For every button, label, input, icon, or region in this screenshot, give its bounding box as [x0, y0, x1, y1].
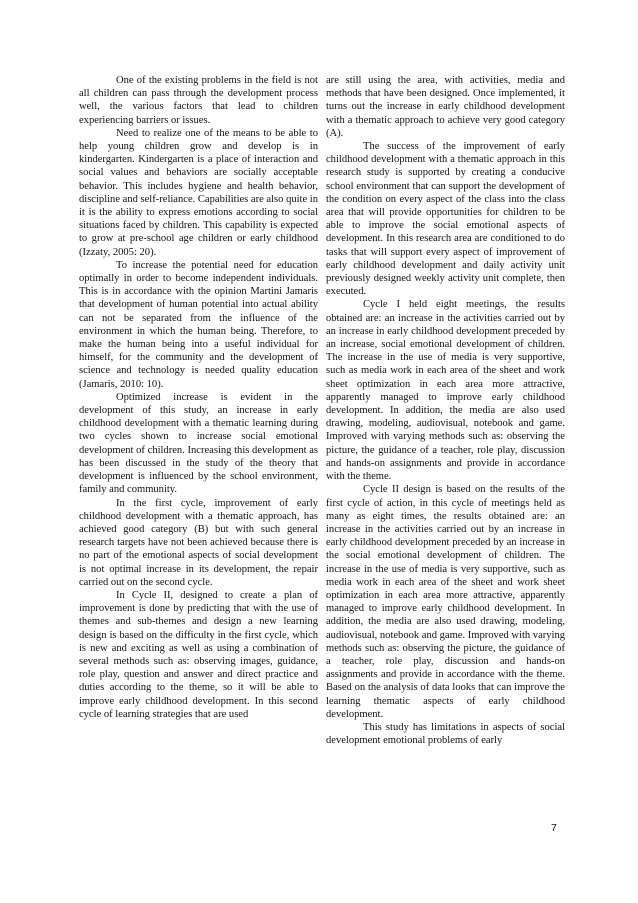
left-text-column	[79, 74, 318, 721]
paragraph: Need to realize one of the means to be able to help young children grow and develop is in kindergarten. Kindergarten is a place of interaction and social values and behaviors are socially acceptable behavior. This includes hygiene and health behavior, discipline and self-reliance. Capabilities are also quite in it is the ability to express emotions according to social situations faced by children. This capability is expected to grow at pre-school age children or early childhood (Izzaty, 2005: 20).	[79, 127, 318, 258]
paragraph: To increase the potential need for education optimally in order to become independent individuals. This is in accordance with the opinion Martini Jamaris that development of human potential into actual ability can not be separated from the influence of the environment in which the human being. Therefore, to make the human being into a useful individual for himself, for the community and the development of science and technology is needed quality education (Jamaris, 2010: 10).	[79, 259, 318, 390]
paragraph-continued: are still using the area, with activities, media and methods that have been designed. Once implemented, it turns out the increase in early childhood development with a thematic approach to achieve very good category (A).	[326, 75, 565, 139]
paragraph: The success of the improvement of early childhood development with a thematic approach in this research study is supported by creating a conducive school environment that can support the development of the condition on every aspect of the class into the class area that will provide opportunities for children to be able to improve the social emotional aspects of development. In this research area are conditioned to do tasks that will support every aspect of improvement of early childhood development and daily activity unit previously designed weekly activity unit complete, then executed.	[326, 141, 565, 298]
page-number: 7	[551, 822, 557, 834]
paragraph: One of the existing problems in the field is not all children can pass through the development process well, the various factors that lead to children experiencing barriers or issues.	[79, 75, 318, 126]
right-text-column	[326, 74, 565, 747]
paragraph: Optimized increase is evident in the development of this study, an increase in early childhood development with a thematic learning during two cycles shown to increase social emotional development of children. Increasing this development as has been discussed in the study of the theory that development is influenced by the school environment, family and community.	[79, 391, 318, 496]
paragraph: In Cycle II, designed to create a plan of improvement is done by predicting that with the use of themes and sub-themes and design a new learning design is based on the difficulty in the first cycle, which is new and exciting as well as using a combination of several methods such as: observing images, guidance, role play, question and answer and direct practice and duties according to the theme, so it will be able to improve early childhood development. In this second cycle of learning strategies that are used	[79, 589, 318, 720]
paragraph: Cycle II design is based on the results of the first cycle of action, in this cycle of meetings held as many as eight times, the results obtained are: an increase in the activities carried out by an increase in early childhood development preceded by an increase in the social emotional development of children. The increase in the use of media is very supportive, such as media work in each area of the sheet and work sheet optimization in each area more attractive, apparently managed to improve early childhood development. In addition, the media are also used drawing, modeling, audiovisual, notebook and game. Improved with varying methods such as: observing the picture, the guidance of a teacher, role play, discussion and hands-on assignments and provide in accordance with the theme. Based on the analysis of data looks that can improve the learning thematic aspects of early childhood development.	[326, 484, 566, 720]
paragraph: In the first cycle, improvement of early childhood development with a thematic approach, has achieved good category (B) but with such general research targets have not been achieved because there is no part of the emotional aspects of social development is not optimal increase in its development, the repair carried out on the second cycle.	[79, 497, 318, 588]
paragraph: Cycle I held eight meetings, the results obtained are: an increase in the activities carried out by an increase in early childhood development preceded by an increase, social emotional development of children. The increase in the use of media is very supportive, such as media work in each area of the sheet and work sheet optimization in each area more attractive, apparently managed to improve early childhood development. In addition, the media are also used drawing, modeling, audiovisual, notebook and game. Improved with varying methods such as: observing the picture, the guidance of a teacher, role play, discussion and hands-on assignments and provide in accordance with the theme.	[326, 299, 565, 483]
paragraph: This study has limitations in aspects of social development emotional problems of early	[326, 721, 565, 747]
